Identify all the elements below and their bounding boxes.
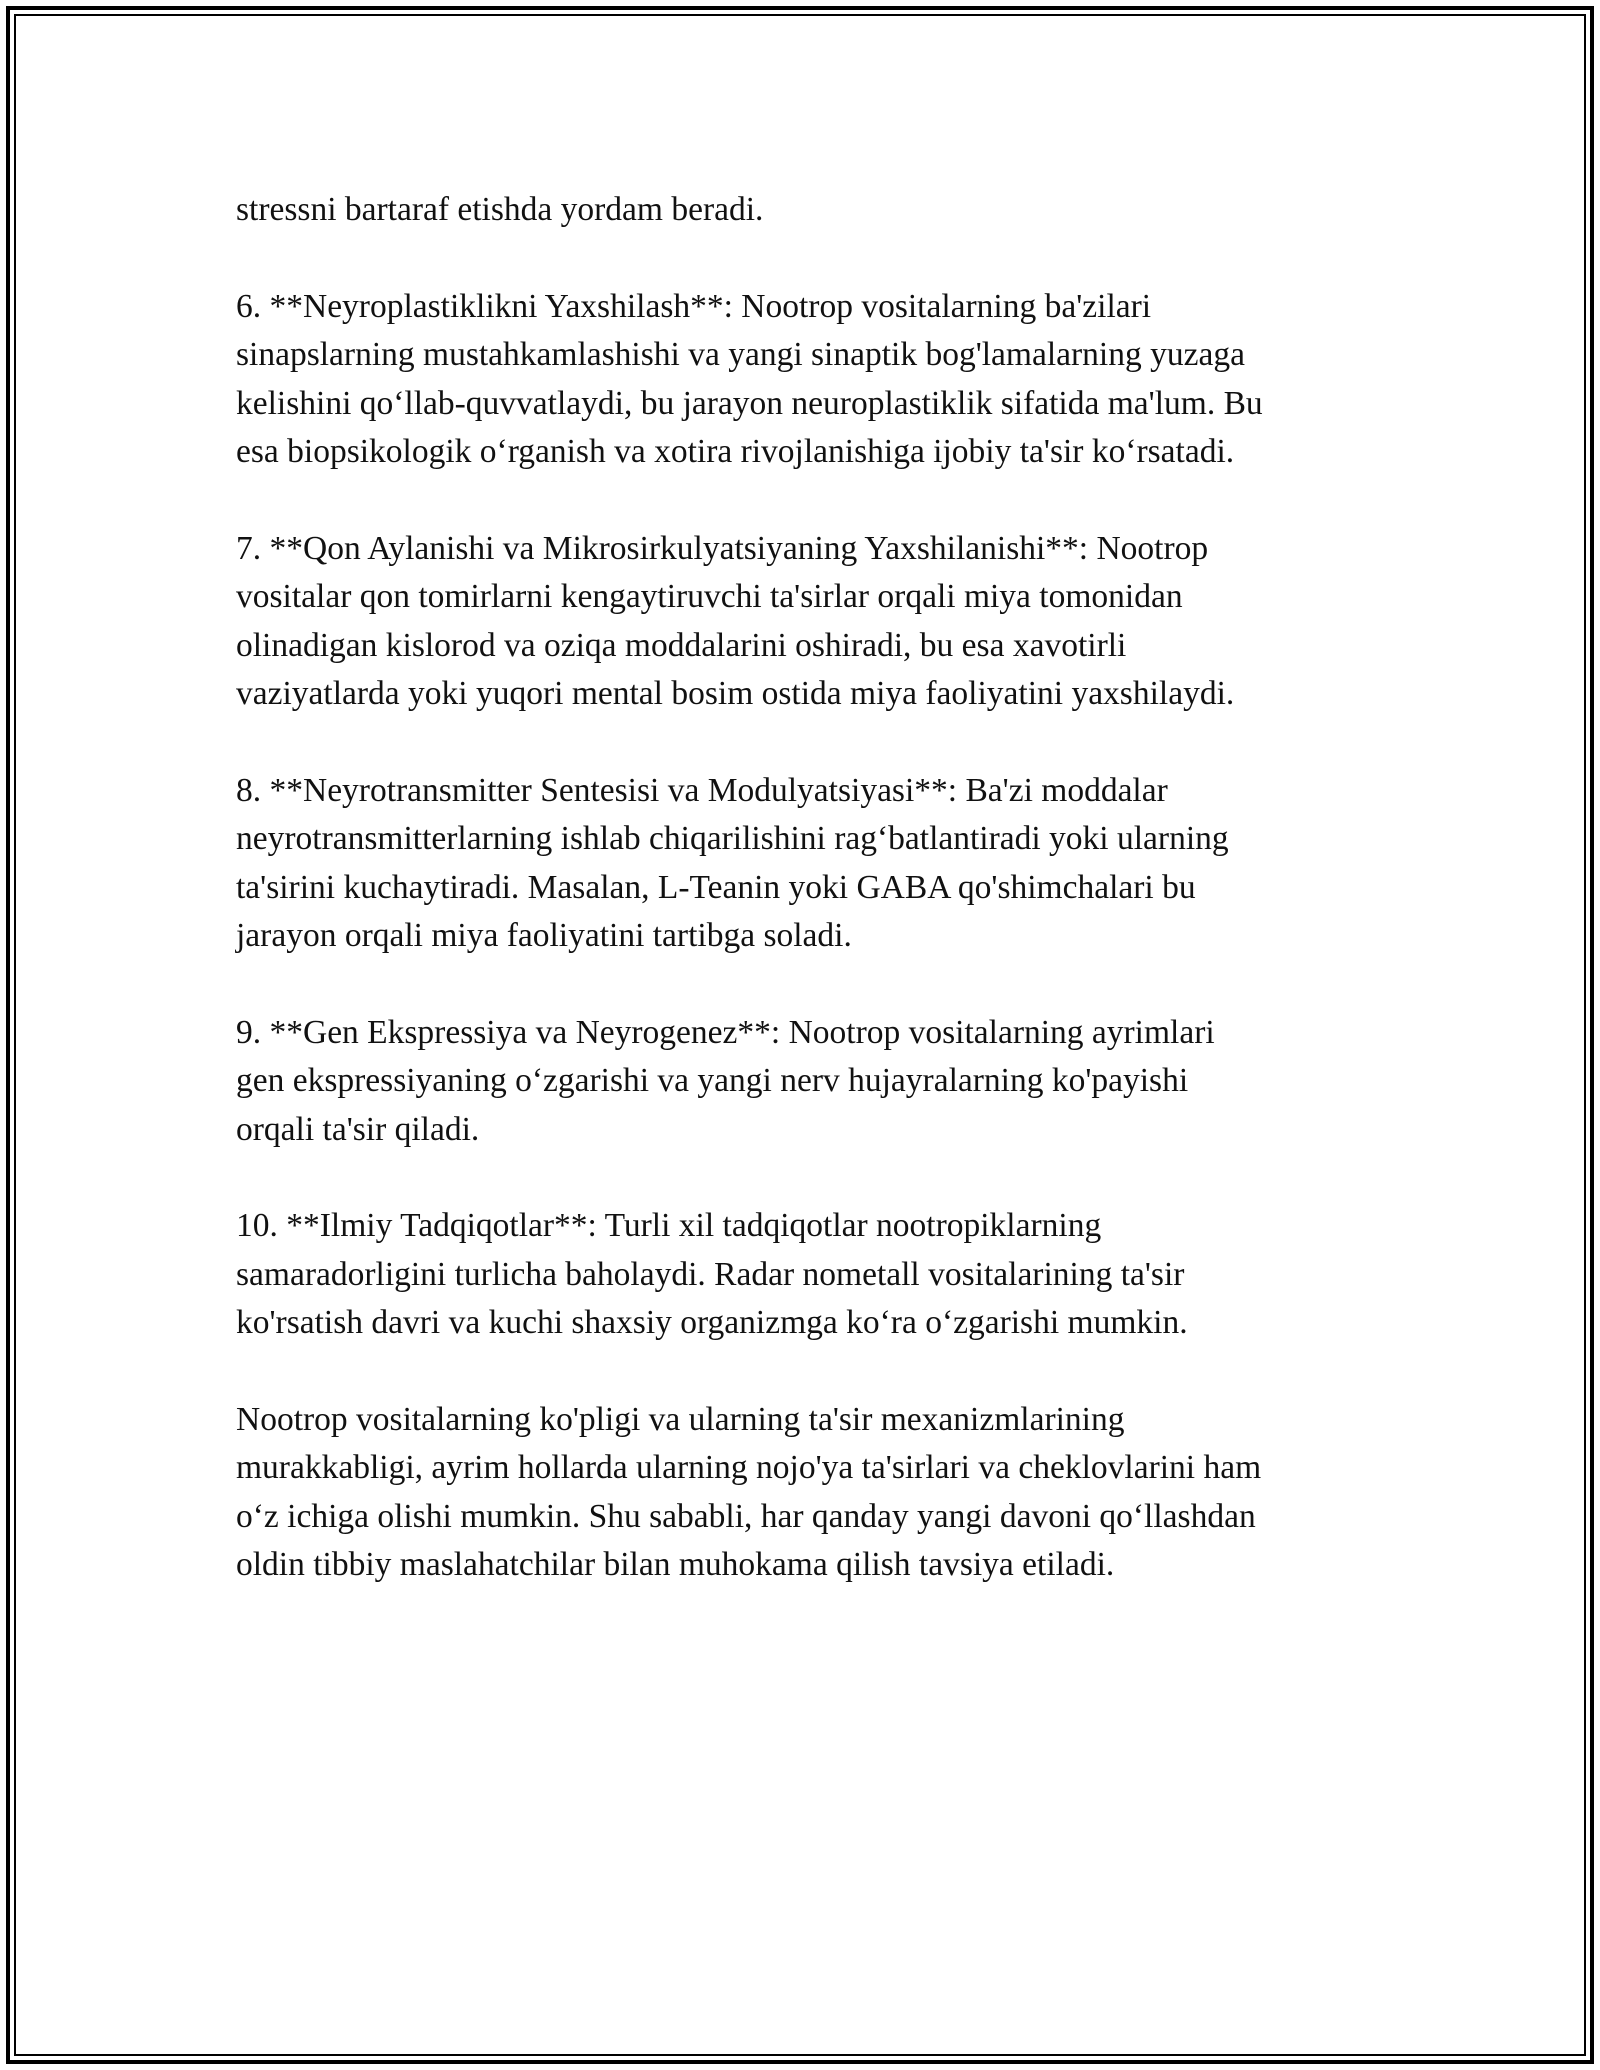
paragraph-item-9: 9. **Gen Ekspressiya va Neyrogenez**: Nootrop vositalarning ayrimlari gen ekspressiyaning o‘zgarishi va yangi nerv hujayralarning ko'payishi orqali ta'sir qiladi. (236, 1013, 1215, 1148)
paragraph-item-6: 6. **Neyroplastiklikni Yaxshilash**: Nootrop vositalarning ba'zilari sinapslarning mustahkamlashishi va yangi sinaptik bog'lamalarning yuzaga kelishini qo‘llab-quvvatlaydi, bu jarayon neuroplastiklik sifatida ma'lum. Bu esa biopsikologik o‘rganish va xotira rivojlanishiga ijobiy ta'sir ko‘rsatadi. (236, 287, 1263, 471)
paragraph-conclusion: Nootrop vositalarning ko'pligi va ularning ta'sir mexanizmlarining murakkabligi, ayrim hollarda ularning nojo'ya ta'sirlari va cheklovlarini ham o‘z ichiga olishi mumkin. Shu sababli, har qanday yangi davoni qo‘llashdan oldin tibbiy maslahatchilar bilan muhokama qilish tavsiya etiladi. (236, 1401, 1262, 1584)
paragraph-item-7: 7. **Qon Aylanishi va Mikrosirkulyatsiyaning Yaxshilanishi**: Nootrop vositalar qon tomirlarni kengaytiruvchi ta'sirlar orqali miya tomonidan olinadigan kislorod va oziqa moddalarini oshiradi, bu esa xavotirli vaziyatlarda yoki yuqori mental bosim ostida miya faoliyatini yaxshilaydi. (236, 529, 1235, 713)
paragraph-item-10: 10. **Ilmiy Tadqiqotlar**: Turli xil tadqiqotlar nootropiklarning samaradorligini turlicha baholaydi. Radar nometall vositalarining ta'sir ko'rsatish davri va kuchi shaxsiy organizmga ko‘ra o‘zgarishi mumkin. (236, 1207, 1188, 1342)
paragraph-item-8: 8. **Neyrotransmitter Sentesisi va Modulyatsiyasi**: Ba'zi moddalar neyrotransmitterlarning ishlab chiqarilishini rag‘batlantiradi yoki ularning ta'sirini kuchaytiradi. Masalan, L-Teanin yoki GABA qo'shimchalari bu jarayon orqali miya faoliyatini tartibga soladi. (236, 771, 1229, 955)
document-body (236, 186, 1386, 1638)
paragraph-continuation: stressni bartaraf etishda yordam beradi. (236, 191, 764, 228)
